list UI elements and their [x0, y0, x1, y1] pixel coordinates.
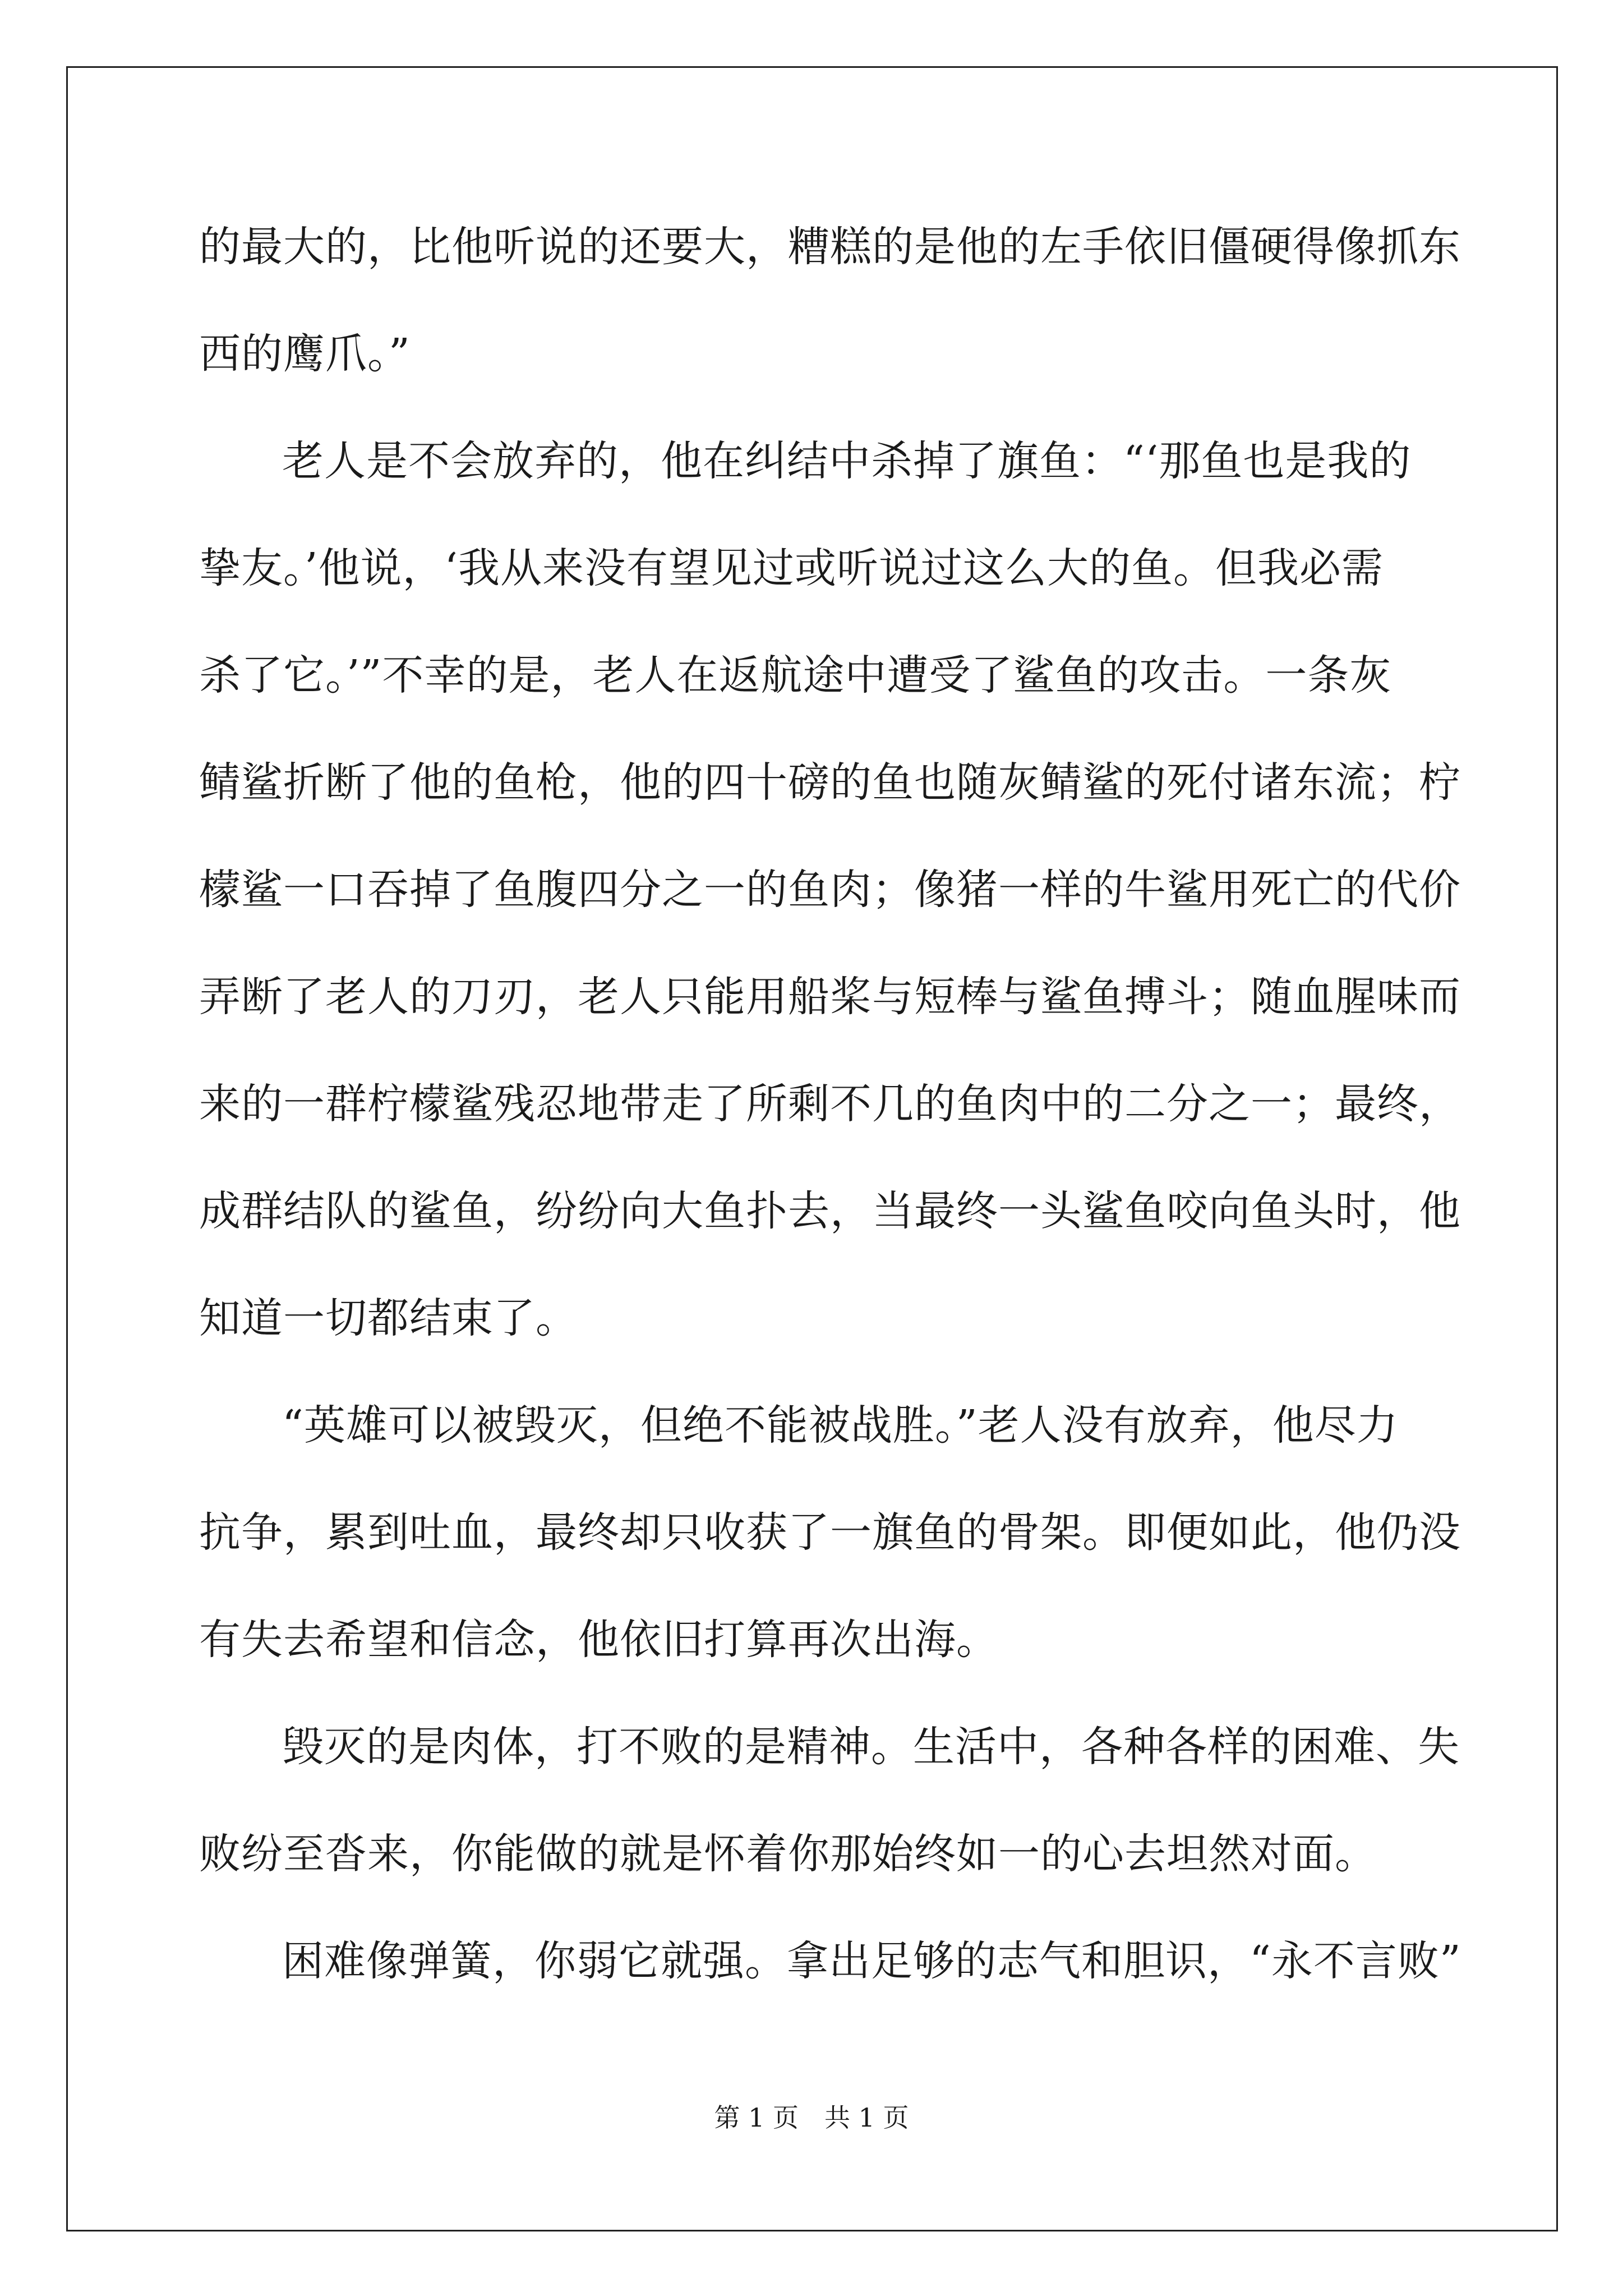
- text-line-14: 有失去希望和信念，他依旧打算再次出海。: [199, 1616, 998, 1664]
- text-line-9: 来的一群柠檬鲨残忍地带走了所剩不几的鱼肉中的二分之一；最终，: [199, 1080, 1461, 1128]
- document-body: [199, 202, 1461, 2023]
- text-line-5: 杀了它。’”不幸的是，老人在返航途中遭受了鲨鱼的攻击。一条灰: [199, 651, 1392, 700]
- text-line-12: “英雄可以被毁灭，但绝不能被战胜。”老人没有放弃，他尽力: [282, 1401, 1399, 1450]
- text-line-10: 成群结队的鲨鱼，纷纷向大鱼扑去，当最终一头鲨鱼咬向鱼头时，他: [199, 1187, 1461, 1235]
- text-line-8: 弄断了老人的刀刃，老人只能用船桨与短棒与鲨鱼搏斗；随血腥味而: [199, 973, 1461, 1021]
- text-line-1: 的最大的，比他听说的还要大，糟糕的是他的左手依旧僵硬得像抓东: [199, 223, 1461, 271]
- text-line-3: 老人是不会放弃的，他在纠结中杀掉了旗鱼：“‘那鱼也是我的: [282, 437, 1412, 485]
- text-line-15: 毁灭的是肉体，打不败的是精神。生活中，各种各样的困难、失: [282, 1723, 1460, 1771]
- text-line-13: 抗争，累到吐血，最终却只收获了一旗鱼的骨架。即便如此，他仍没: [199, 1508, 1461, 1557]
- text-line-17: 困难像弹簧，你弱它就强。拿出足够的志气和胆识，“永不言败”: [282, 1937, 1461, 1985]
- text-line-11: 知道一切都结束了。: [199, 1294, 578, 1342]
- text-line-6: 鲭鲨折断了他的鱼枪，他的四十磅的鱼也随灰鲭鲨的死付诸东流；柠: [199, 758, 1461, 807]
- text-line-4: 挚友。’他说，‘我从来没有望见过或听说过这么大的鱼。但我必需: [199, 544, 1384, 592]
- text-line-7: 檬鲨一口吞掉了鱼腹四分之一的鱼肉；像猪一样的牛鲨用死亡的代价: [199, 866, 1461, 914]
- text-line-16: 败纷至沓来，你能做的就是怀着你那始终如一的心去坦然对面。: [199, 1830, 1377, 1878]
- page-number-footer: 第 1 页 共 1 页: [714, 2102, 909, 2133]
- text-line-2: 西的鹰爪。”: [199, 330, 411, 378]
